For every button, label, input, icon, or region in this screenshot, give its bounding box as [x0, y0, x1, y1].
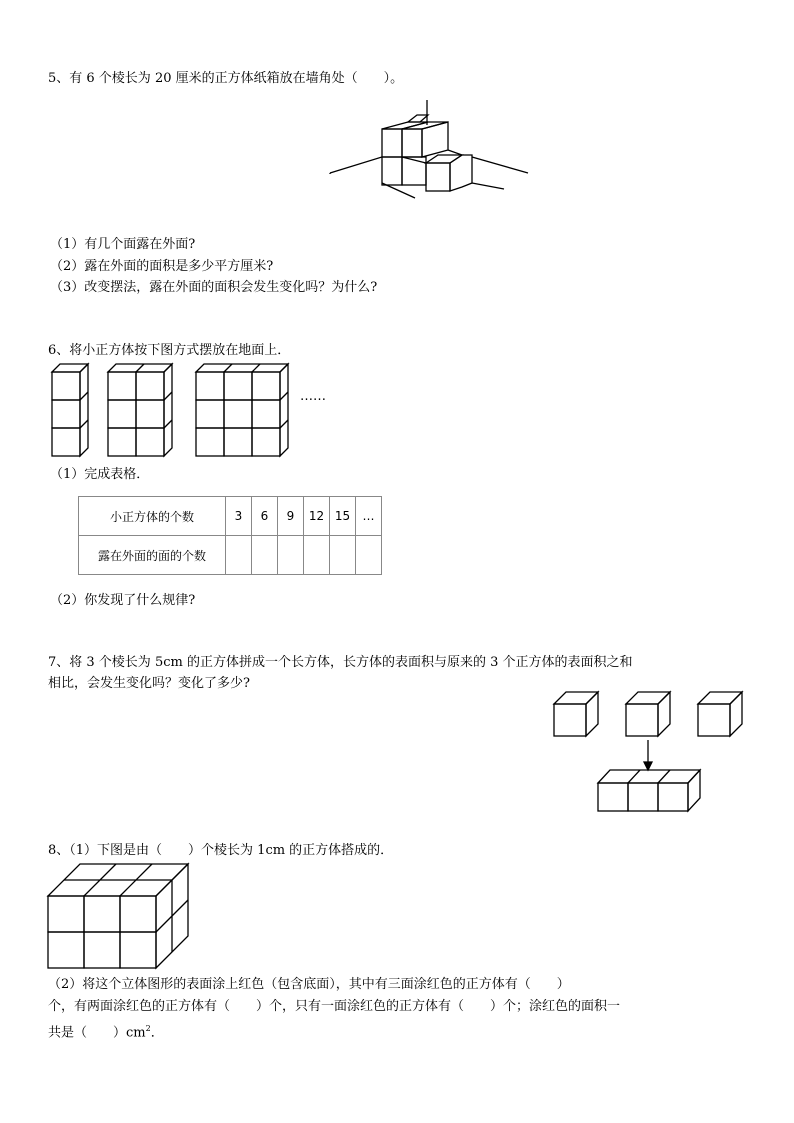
q8-line3-text: 共是（ ）cm [48, 1025, 146, 1041]
q6-sub-2: （2）你发现了什么规律? [50, 593, 196, 608]
q8-sub2-line-3 [48, 1020, 164, 1042]
table-cell: 3 [226, 497, 252, 536]
q8-cuboid-figure [46, 862, 206, 972]
q6-table [78, 496, 382, 575]
q8-unit-superscript: 2 [145, 1024, 151, 1033]
q8-line3-end: ． [150, 1025, 164, 1041]
table-cell: 9 [278, 497, 304, 536]
q5-sub-3: （3）改变摆法，露在外面的面积会发生变化吗？为什么? [50, 280, 378, 295]
q7-line-1: 7、将 3 个棱长为 5cm 的正方体拼成一个长方体，长方体的表面积与原来的 3 个正方体的表面积之和 [48, 655, 633, 670]
table-cell: … [356, 497, 382, 536]
single-cube-3 [698, 692, 742, 736]
q6-sub-1: （1）完成表格． [50, 467, 150, 482]
answer-cell[interactable] [356, 536, 382, 575]
answer-cell[interactable] [304, 536, 330, 575]
q5-sub-2: （2）露在外面的面积是多少平方厘米? [50, 259, 274, 274]
answer-cell[interactable] [252, 536, 278, 575]
q8-sub2-line-1: （2）将这个立体图形的表面涂上红色（包含底面），其中有三面涂红色的正方体有（ ） [48, 977, 570, 992]
answer-cell[interactable] [330, 536, 356, 575]
stack-1 [52, 364, 88, 456]
stack-2 [108, 364, 172, 456]
table-row-cube-count [79, 497, 382, 536]
q5-sub-1: （1）有几个面露在外面? [50, 237, 196, 252]
q5-stem: 5、有 6 个棱长为 20 厘米的正方体纸箱放在墙角处（ ）。 [48, 71, 404, 86]
q6-stem: 6、将小正方体按下图方式摆放在地面上． [48, 343, 291, 358]
row-label-cube-count: 小正方体的个数 [79, 497, 226, 536]
q8-sub2-line-2: 个，有两面涂红色的正方体有（ ）个，只有一面涂红色的正方体有（ ）个；涂红色的面积一 [48, 999, 621, 1014]
table-cell: 6 [252, 497, 278, 536]
single-cube-2 [626, 692, 670, 736]
table-cell: 15 [330, 497, 356, 536]
answer-cell[interactable] [226, 536, 252, 575]
answer-cell[interactable] [278, 536, 304, 575]
stack-3 [196, 364, 288, 456]
combined-cuboid [598, 770, 700, 811]
q7-line-2: 相比，会发生变化吗？变化了多少? [48, 676, 250, 691]
table-cell: 12 [304, 497, 330, 536]
q7-cubes-combine-figure [552, 690, 747, 815]
q6-cube-stacks-figure [50, 362, 300, 462]
row-label-exposed-faces: 露在外面的面的个数 [79, 536, 226, 575]
q5-corner-cubes-figure [320, 95, 540, 205]
single-cube-1 [554, 692, 598, 736]
q8-stem: 8、（1）下图是由（ ）个棱长为 1cm 的正方体搭成的． [48, 843, 394, 858]
q6-ellipsis: …… [300, 389, 326, 404]
table-row-exposed-faces [79, 536, 382, 575]
